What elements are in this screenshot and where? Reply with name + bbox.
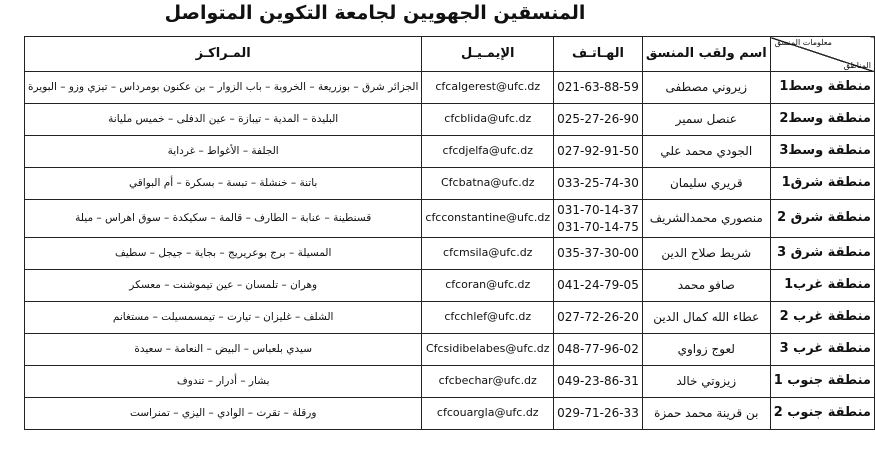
email-cell: cfcdjelfa@ufc.dz	[422, 136, 554, 168]
coordinator-name-cell: لعوج زواوي	[642, 334, 770, 366]
page-title: المنسقين الجهويين لجامعة التكوين المتواصل	[164, 2, 586, 24]
email-cell: cfcchlef@ufc.dz	[422, 302, 554, 334]
phone-cell	[554, 398, 643, 430]
phone-cell	[554, 136, 643, 168]
phone-cell	[554, 200, 643, 238]
phone-cell	[554, 334, 643, 366]
phone-cell	[554, 270, 643, 302]
header-centers: المـراكـز	[25, 37, 422, 72]
region-cell: منطقة وسط3	[770, 136, 874, 168]
table-row	[25, 366, 875, 398]
table-row	[25, 136, 875, 168]
coordinator-name-cell: منصوري محمدالشريف	[642, 200, 770, 238]
phone-cell	[554, 168, 643, 200]
phone-number: 027-72-26-20	[557, 310, 639, 324]
centers-cell: قسنطينة – عنابة – الطارف – قالمة – سكيكدة – سوق اهراس – ميلة	[25, 200, 422, 238]
phone-cell	[554, 72, 643, 104]
header-corner-top: معلومات المنسق	[774, 38, 832, 47]
phone-number: 031-70-14-75	[557, 219, 639, 234]
phone-number: 025-27-26-90	[557, 112, 639, 126]
table-row	[25, 334, 875, 366]
table-header-row	[25, 37, 875, 72]
phone-number: 049-23-86-31	[557, 374, 639, 388]
phone-number: 027-92-91-50	[557, 144, 639, 158]
table-row	[25, 72, 875, 104]
phone-cell	[554, 104, 643, 136]
table-row	[25, 398, 875, 430]
centers-cell: الجزائر شرق – بوزريعة – الخروبة – باب الزوار – بن عكنون بومرداس – تيزي وزو – البويرة	[25, 72, 422, 104]
coordinator-name-cell: زيروني مصطفى	[642, 72, 770, 104]
coordinator-name-cell: قريري سليمان	[642, 168, 770, 200]
centers-cell: بشار – أدرار – تندوف	[25, 366, 422, 398]
phone-cell	[554, 302, 643, 334]
region-cell: منطقة وسط2	[770, 104, 874, 136]
region-cell: منطقة شرق 2	[770, 200, 874, 238]
coordinator-name-cell: عنصل سمير	[642, 104, 770, 136]
region-cell: منطقة غرب 2	[770, 302, 874, 334]
region-cell: منطقة وسط1	[770, 72, 874, 104]
header-email: الإيمـيـل	[422, 37, 554, 72]
table-row	[25, 270, 875, 302]
centers-cell: وهران – تلمسان – عين تيموشنت – معسكر	[25, 270, 422, 302]
email-cell: cfcconstantine@ufc.dz	[422, 200, 554, 238]
coordinator-name-cell: الجودي محمد علي	[642, 136, 770, 168]
phone-number: 033-25-74-30	[557, 176, 639, 190]
region-cell: منطقة جنوب 2	[770, 398, 874, 430]
centers-cell: سيدي بلعباس – البيض – النعامة – سعيدة	[25, 334, 422, 366]
table-row	[25, 104, 875, 136]
centers-cell: الشلف – غليزان – تيارت – تيمسمسيلت – مستغانم	[25, 302, 422, 334]
table-row	[25, 302, 875, 334]
centers-cell: باتنة – خنشلة – تبسة – بسكرة – أم البواقي	[25, 168, 422, 200]
coordinator-name-cell: زيزوتي خالد	[642, 366, 770, 398]
table-row	[25, 168, 875, 200]
coordinator-name-cell: بن قرينة محمد حمزة	[642, 398, 770, 430]
phone-cell	[554, 366, 643, 398]
email-cell: cfcalgerest@ufc.dz	[422, 72, 554, 104]
region-cell: منطقة غرب1	[770, 270, 874, 302]
region-cell: منطقة شرق1	[770, 168, 874, 200]
phone-number: 048-77-96-02	[557, 342, 639, 356]
phone-number: 035-37-30-00	[557, 246, 639, 260]
header-phone: الهـاتـف	[554, 37, 643, 72]
coordinator-name-cell: صافو محمد	[642, 270, 770, 302]
table-row	[25, 238, 875, 270]
centers-cell: البليدة – المدية – تيبازة – عين الدفلى – خميس مليانة	[25, 104, 422, 136]
email-cell: cfcoran@ufc.dz	[422, 270, 554, 302]
region-cell: منطقة غرب 3	[770, 334, 874, 366]
centers-cell: الجلفة – الأغواط – غرداية	[25, 136, 422, 168]
coordinator-name-cell: عطاء الله كمال الدين	[642, 302, 770, 334]
email-cell: cfcblida@ufc.dz	[422, 104, 554, 136]
centers-cell: ورقلة – تقرت – الوادي – اليزي – تمنراست	[25, 398, 422, 430]
table-row	[25, 200, 875, 238]
email-cell: cfcbechar@ufc.dz	[422, 366, 554, 398]
phone-number: 031-70-14-37	[557, 202, 639, 217]
email-cell: Cfcbatna@ufc.dz	[422, 168, 554, 200]
header-name: اسم ولقب المنسق	[642, 37, 770, 72]
coordinator-name-cell: شريط صلاح الدين	[642, 238, 770, 270]
header-corner-cell	[770, 37, 874, 72]
coordinators-table	[24, 36, 875, 430]
phone-number: 029-71-26-33	[557, 406, 639, 420]
phone-number: 041-24-79-05	[557, 278, 639, 292]
email-cell: cfcmsila@ufc.dz	[422, 238, 554, 270]
phone-cell	[554, 238, 643, 270]
region-cell: منطقة جنوب 1	[770, 366, 874, 398]
email-cell: cfcouargla@ufc.dz	[422, 398, 554, 430]
header-corner-bottom: المناطق	[843, 60, 871, 70]
centers-cell: المسيلة – برج بوعريريج – بجاية – جيجل – سطيف	[25, 238, 422, 270]
phone-number: 021-63-88-59	[557, 80, 639, 94]
region-cell: منطقة شرق 3	[770, 238, 874, 270]
email-cell: Cfcsidibelabes@ufc.dz	[422, 334, 554, 366]
